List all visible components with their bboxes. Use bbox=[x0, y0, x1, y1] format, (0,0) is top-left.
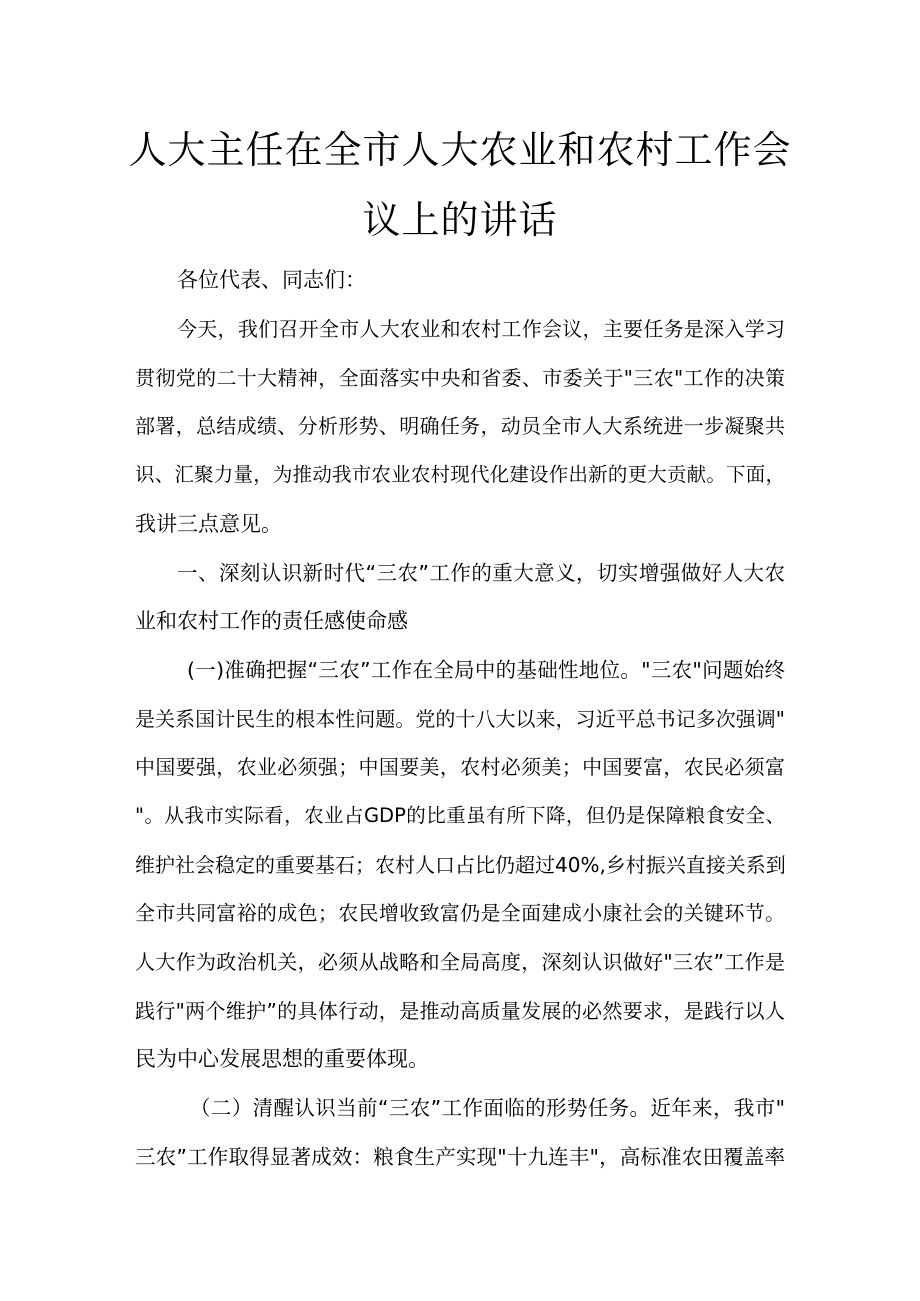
salutation: 各位代表、同志们： bbox=[177, 268, 366, 292]
paragraph-line: （二）清醒认识当前“三农”工作面临的形势任务。近年来，我市" bbox=[190, 1096, 785, 1120]
paragraph-line: 是关系国计民生的根本性问题。党的十八大以来，习近平总书记多次强调" bbox=[135, 707, 785, 731]
section-heading-line: 业和农村工作的责任感使命感 bbox=[135, 609, 408, 633]
paragraph-line: 识、汇聚力量，为推动我市农业农村现代化建设作出新的更大贡献。下面， bbox=[135, 463, 785, 486]
paragraph-line: 三农”工作取得显著成效：粮食生产实现"十九连丰"，高标准农田覆盖率 bbox=[135, 1145, 785, 1169]
paragraph-line: 中国要强，农业必须强；中国要美，农村必须美；中国要富，农民必须富 bbox=[135, 755, 785, 779]
paragraph-line: (一)准确把握“三农”工作在全局中的基础性地位。"三农"问题始终 bbox=[187, 658, 785, 682]
paragraph-line: "。从我市实际看，农业占GDP的比重虽有所下降，但仍是保障粮食安全、 bbox=[135, 804, 785, 827]
paragraph-line: 贯彻党的二十大精神，全面落实中央和省委、市委关于"三农"工作的决策 bbox=[135, 366, 785, 390]
document-title-line-2: 议上的讲话 bbox=[362, 198, 558, 242]
paragraph-line: 践行"两个维护”的具体行动，是推动高质量发展的必然要求，是践行以人 bbox=[135, 999, 785, 1023]
section-heading-line: 一、深刻认识新时代“三农”工作的重大意义，切实增强做好人大农 bbox=[177, 561, 785, 585]
paragraph-line: 维护社会稳定的重要基石；农村人口占比仍超过40%,乡村振兴直接关系到 bbox=[135, 853, 786, 877]
document-title-line-1: 人大主任在全市人大农业和农村工作会 bbox=[128, 128, 792, 172]
paragraph-line: 今天，我们召开全市人大农业和农村工作会议，主要任务是深入学习 bbox=[177, 317, 785, 341]
paragraph-line: 我讲三点意见。 bbox=[135, 512, 282, 536]
paragraph-line: 人大作为政治机关，必须从战略和全局高度，深刻认识做好"三农”工作是 bbox=[135, 950, 785, 974]
paragraph-line: 部署，总结成绩、分析形势、明确任务，动员全市人大系统进一步凝聚共 bbox=[135, 414, 785, 438]
paragraph-line: 全市共同富裕的成色；农民增收致富仍是全面建成小康社会的关键环节。 bbox=[135, 901, 785, 925]
paragraph-line: 民为中心发展思想的重要体现。 bbox=[135, 1047, 429, 1071]
